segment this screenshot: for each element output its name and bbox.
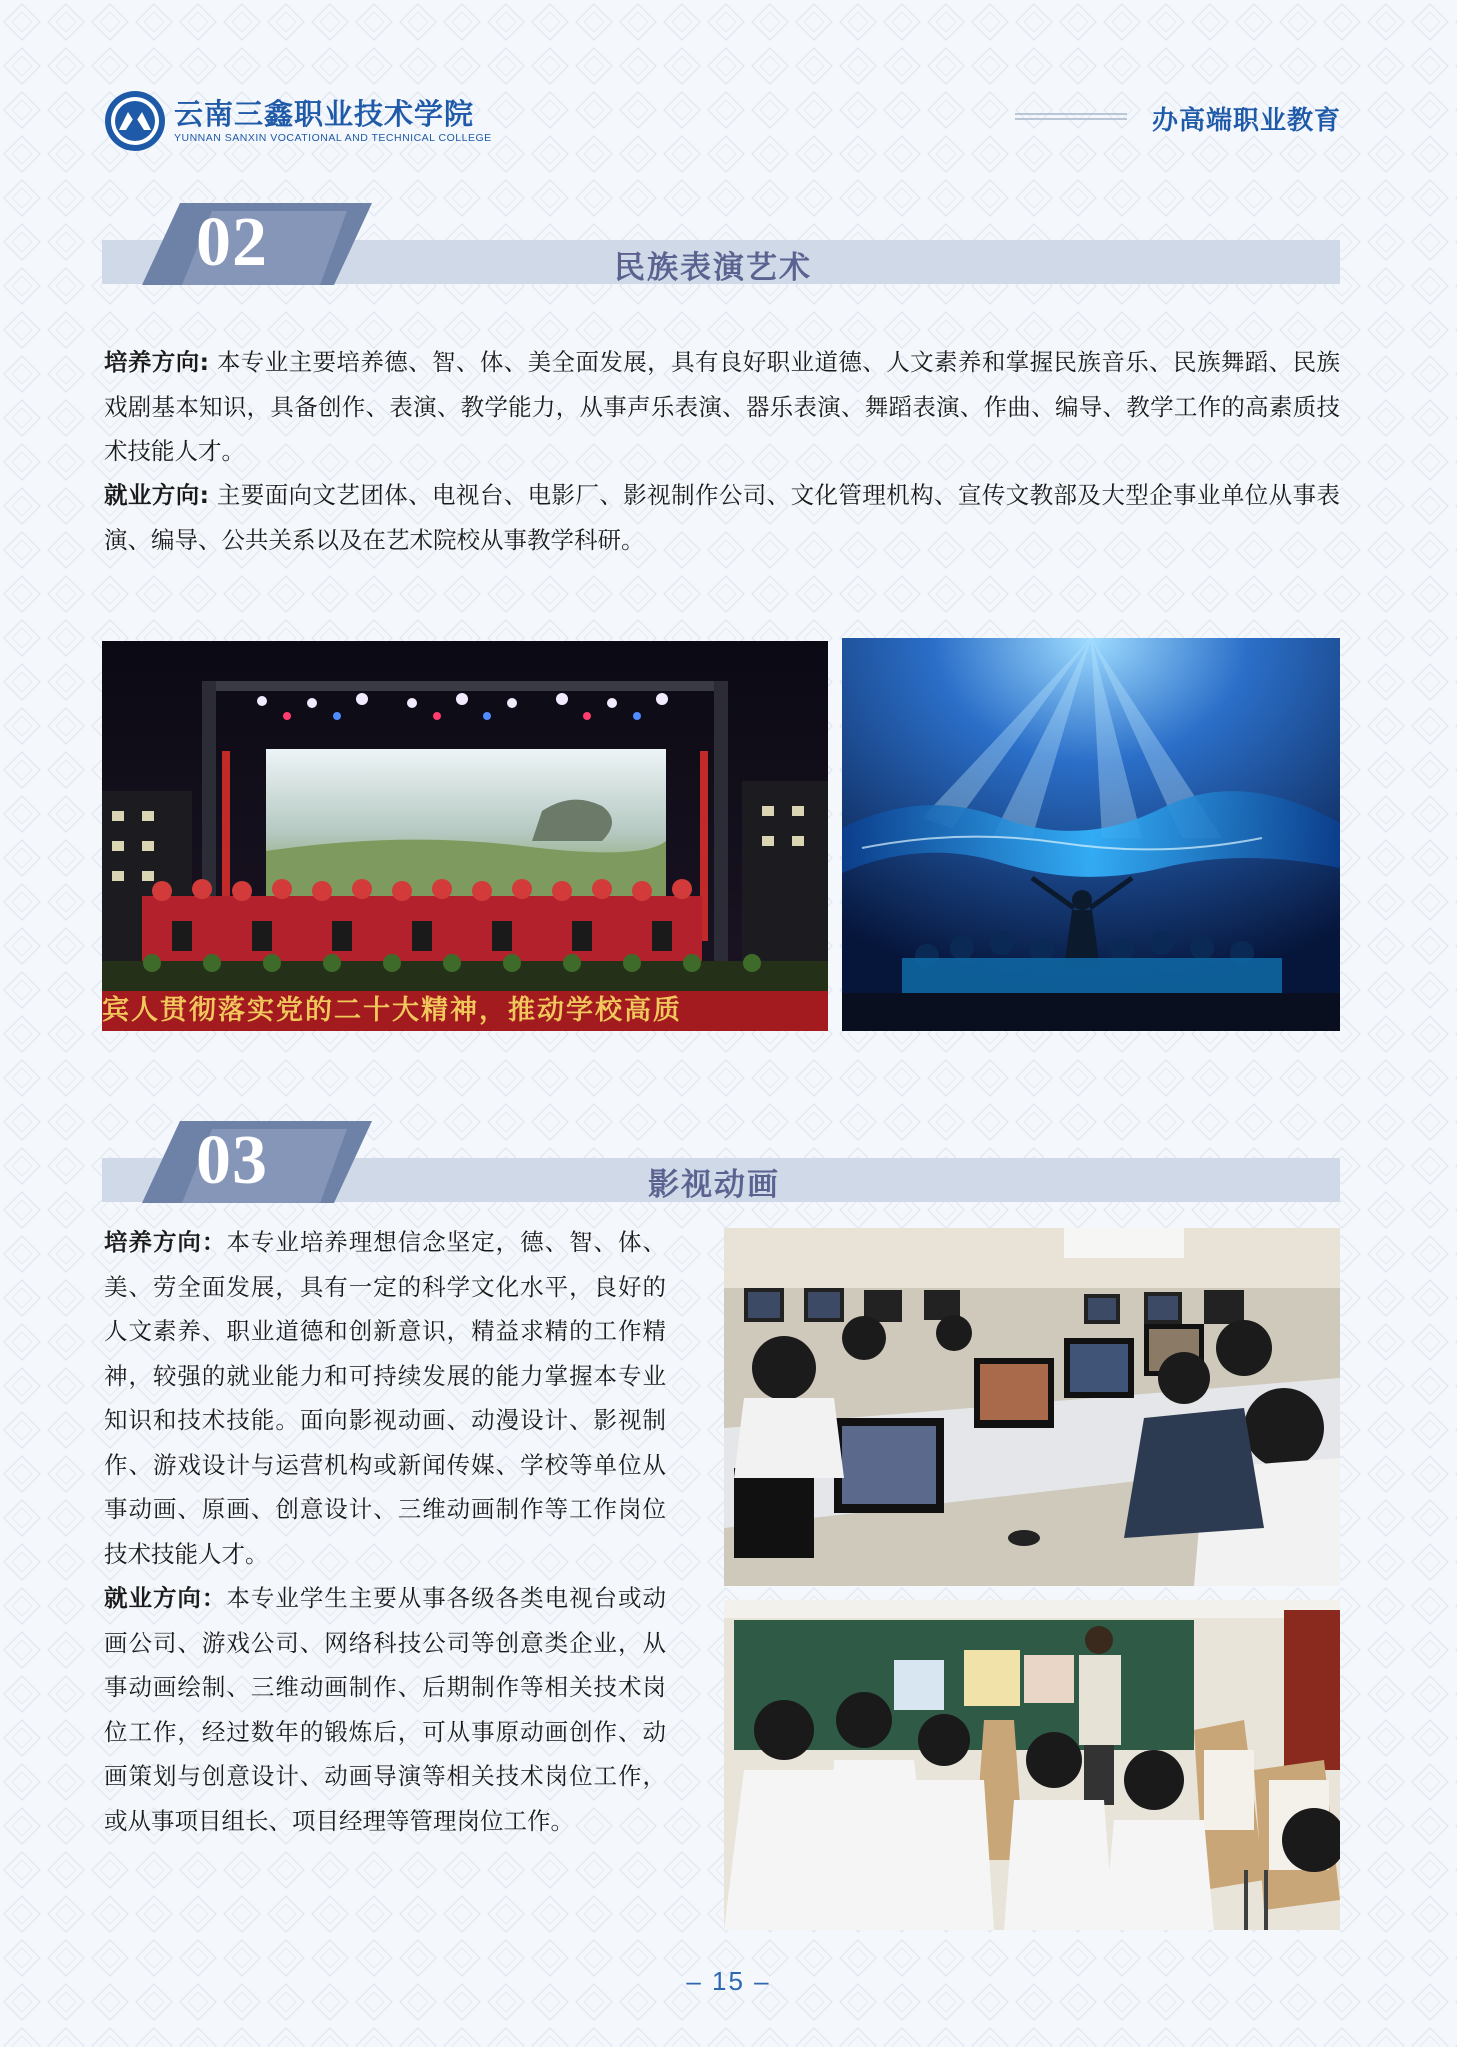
dance-performance-photo [842, 638, 1340, 1031]
employment-direction [104, 1576, 666, 1843]
section-number: 03 [196, 1122, 268, 1199]
college-name-en: YUNNAN SANXIN VOCATIONAL AND TECHNICAL COLLEGE [174, 132, 492, 144]
employment-label: 就业方向: [104, 481, 210, 509]
training-direction [104, 1220, 666, 1576]
page-number: – 15 – [686, 1966, 771, 1996]
college-emblem-icon [104, 90, 166, 152]
computer-lab-photo [724, 1228, 1340, 1586]
employment-text: 主要面向文艺团体、电视台、电影厂、影视制作公司、文化管理机构、宣传文教部及大型企事业单位从事表演、编导、公共关系以及在艺术院校从事教学科研。 [104, 481, 1340, 554]
employment-text: 本专业学生主要从事各级各类电视台或动画公司、游戏公司、网络科技公司等创意类企业，从事动画绘制、三维动画制作、后期制作等相关技术岗位工作，经过数年的锻炼后，可从事原动画创作、动画策划与创意设计、动画导演等相关技术岗位工作，或从事项目组长、项目经理等管理岗位工作。 [104, 1584, 667, 1835]
section-number: 02 [196, 204, 268, 281]
training-label: 培养方向: [104, 348, 210, 376]
section-title: 民族表演艺术 [614, 250, 812, 286]
banner-caption: 宾人贯彻落实党的二十大精神，推动学校高质 [102, 995, 682, 1026]
stage-performance-photo [102, 641, 828, 1031]
training-text: 本专业培养理想信念坚定，德、智、体、美、劳全面发展，具有一定的科学文化水平，良好的人文素养、职业道德和创新意识，精益求精的工作精神，较强的就业能力和可持续发展的能力掌握本专业知识和技术技能。面向影视动画、动漫设计、影视制作、游戏设计与运营机构或新闻传媒、学校等单位从事动画、原画、创意设计、三维动画制作等工作岗位技术技能人才。 [104, 1228, 667, 1568]
section-title: 影视动画 [648, 1167, 780, 1203]
training-direction [104, 340, 1340, 474]
header-decor-lines [1015, 113, 1127, 123]
drawing-classroom-photo [724, 1600, 1340, 1930]
training-label: 培养方向： [104, 1228, 227, 1256]
employment-direction [104, 473, 1340, 562]
college-name-cn: 云南三鑫职业技术学院 [174, 97, 475, 131]
college-logo [104, 90, 492, 152]
training-text: 本专业主要培养德、智、体、美全面发展，具有良好职业道德、人文素养和掌握民族音乐、民族舞蹈、民族戏剧基本知识，具备创作、表演、教学能力，从事声乐表演、器乐表演、舞蹈表演、作曲、编导、教学工作的高素质技术技能人才。 [104, 348, 1340, 465]
employment-label: 就业方向： [104, 1584, 227, 1612]
header-slogan: 办高端职业教育 [1151, 106, 1341, 136]
